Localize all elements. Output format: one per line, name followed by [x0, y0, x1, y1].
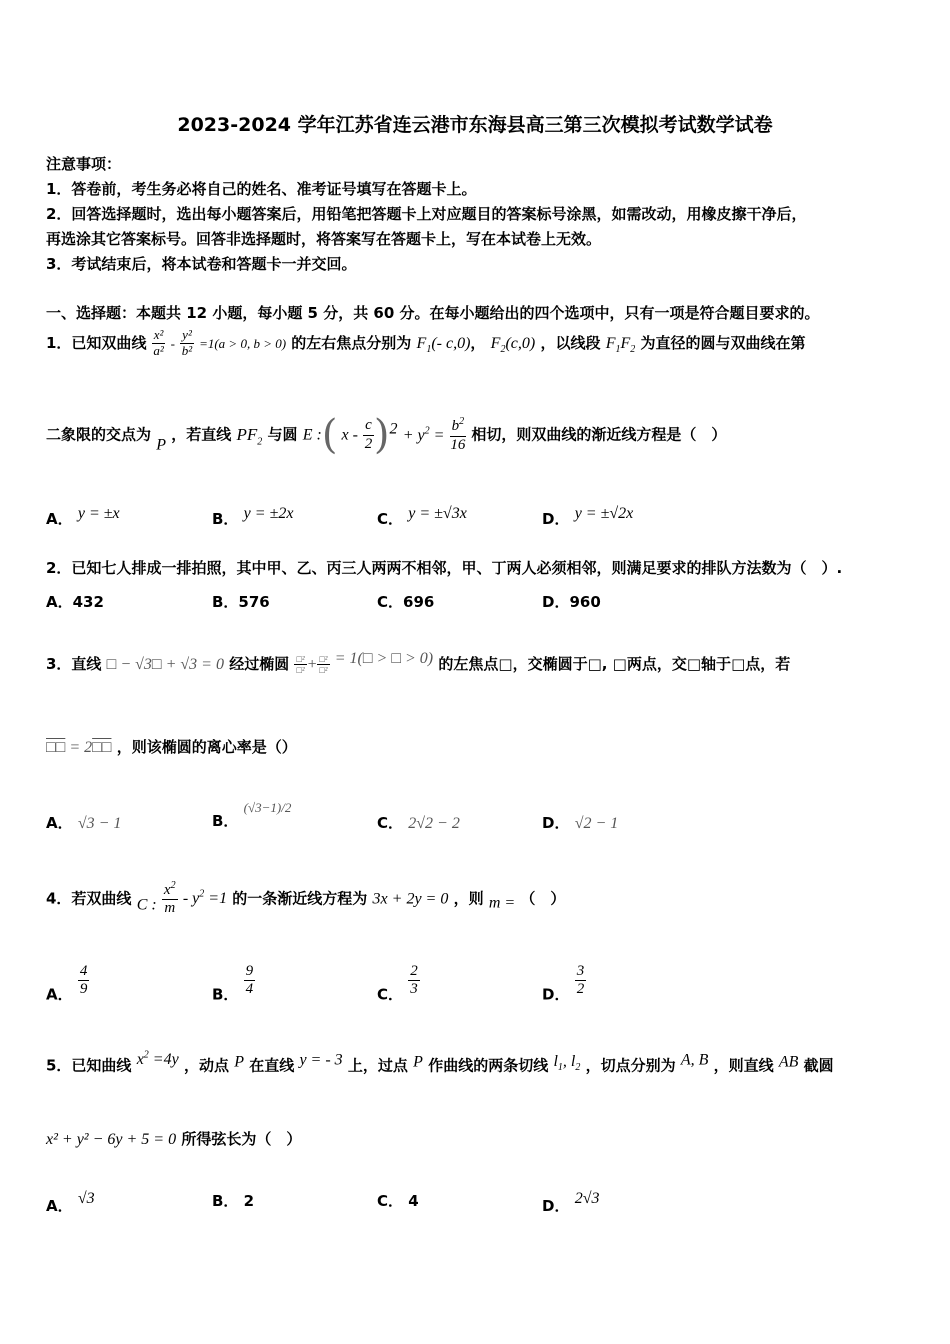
question-1-line2: 二象限的交点为 P ，若直线 $PF_2$ 与圆 E :( x - $\frac{c}{2}$ )$^2 + y^2$ = $\frac{b^2}{16}$ 相切，则双曲线的渐近线方程是（ ） — [46, 412, 727, 458]
question-1: 1．已知双曲线 $\frac{\text{x²}}{\text{a²}}$ - $\frac{\text{y²}}{\text{b²}}$ =1(a > 0, b > 0) 的左右焦点分别为 $F_1(-$ c,0)， $F_2(c,0)$ ，以线段 $F_1F_2$ 为直径的圆与双曲线在第 — [46, 327, 806, 358]
q4-option-d[interactable]: D． $\frac{3}{2}$ — [542, 963, 585, 1004]
question-2: 2．已知七人排成一排拍照，其中甲、乙、丙三人两两不相邻，甲、丁两人必须相邻，则满足要求的排队方法数为（ ）. — [46, 559, 843, 577]
q1-option-d[interactable]: D． y = ±√2x — [542, 505, 634, 528]
section-heading: 一、选择题：本题共 12 小题，每小题 5 分，共 60 分。在每小题给出的四个选项中，只有一项是符合题目要求的。 — [46, 304, 820, 322]
notice-heading: 注意事项： — [46, 155, 122, 173]
q3-option-b[interactable]: B． (√3−1)/2 — [212, 800, 292, 830]
notice-item: 2．回答选择题时，选出每小题答案后，用铅笔把答题卡上对应题目的答案标号涂黑，如需改动，用橡皮擦干净后， — [46, 205, 807, 223]
q2-option-d[interactable]: D．960 — [542, 593, 601, 611]
q3-option-a[interactable]: A． √3 − 1 — [46, 814, 122, 832]
q4-option-a[interactable]: A． $\frac{4}{9}$ — [46, 963, 88, 1004]
q4-option-b[interactable]: B． $\frac{9}{4}$ — [212, 963, 254, 1004]
notice-item: 再选涂其它答案标号。回答非选择题时，将答案写在答题卡上，写在本试卷上无效。 — [46, 230, 602, 248]
question-4: 4．若双曲线 C : $\frac{x^2}{m}$ - $y^2 =1$ 的一条渐近线方程为 3x + 2y = 0 ，则 m = （ ） — [46, 880, 566, 917]
q2-option-c[interactable]: C．696 — [377, 593, 435, 611]
question-3: 3．直线 □ − √3□ + √3 = 0 经过椭圆 $\frac{\text{□²}}{\text{□²}}$ + $\frac{\text{□²}}{\text{□²}}$ = 1(□ > □ > 0) 的左焦点□，交椭圆于□, □两点，交□轴于□点，若 — [46, 650, 791, 675]
q1-option-b[interactable]: B． y = ±2x — [212, 505, 294, 528]
question-3-line2: □□ = 2□□ ，则该椭圆的离心率是（） — [46, 738, 297, 756]
page-title: 2023-2024 学年江苏省连云港市东海县高三第三次模拟考试数学试卷 — [177, 114, 773, 136]
q5-option-c[interactable]: C． 4 — [377, 1192, 419, 1210]
notice-item: 1．答卷前，考生务必将自己的姓名、准考证号填写在答题卡上。 — [46, 180, 477, 198]
q2-option-a[interactable]: A．432 — [46, 593, 104, 611]
q4-option-c[interactable]: C． $\frac{2}{3}$ — [377, 963, 418, 1004]
hyperbola-formula: $\frac{\text{x²}}{\text{a²}}$ — [153, 327, 164, 358]
q3-option-d[interactable]: D． √2 − 1 — [542, 814, 619, 832]
question-5: 5．已知曲线 $x^2 =4y$ ，动点 P 在直线 y = - 3 上，过点 P 作曲线的两条切线 $l_1$, $l_2$ ，切点分别为 A, B ，则直线 AB 截圆 — [46, 1050, 834, 1075]
q5-option-a[interactable]: A． √3 — [46, 1190, 95, 1215]
q5-option-d[interactable]: D． 2√3 — [542, 1190, 600, 1215]
q1-option-c[interactable]: C． y = ±√3x — [377, 505, 467, 528]
q5-option-b[interactable]: B． 2 — [212, 1192, 255, 1210]
q3-option-c[interactable]: C． 2√2 − 2 — [377, 814, 460, 832]
notice-item: 3．考试结束后，将本试卷和答题卡一并交回。 — [46, 255, 357, 273]
question-5-line2: x² + y² − 6y + 5 = 0 所得弦长为（ ） — [46, 1130, 302, 1148]
q1-option-a[interactable]: A． y = ±x — [46, 505, 120, 528]
q1-number: 1．已知双曲线 — [46, 333, 147, 352]
q2-option-b[interactable]: B．576 — [212, 593, 270, 611]
